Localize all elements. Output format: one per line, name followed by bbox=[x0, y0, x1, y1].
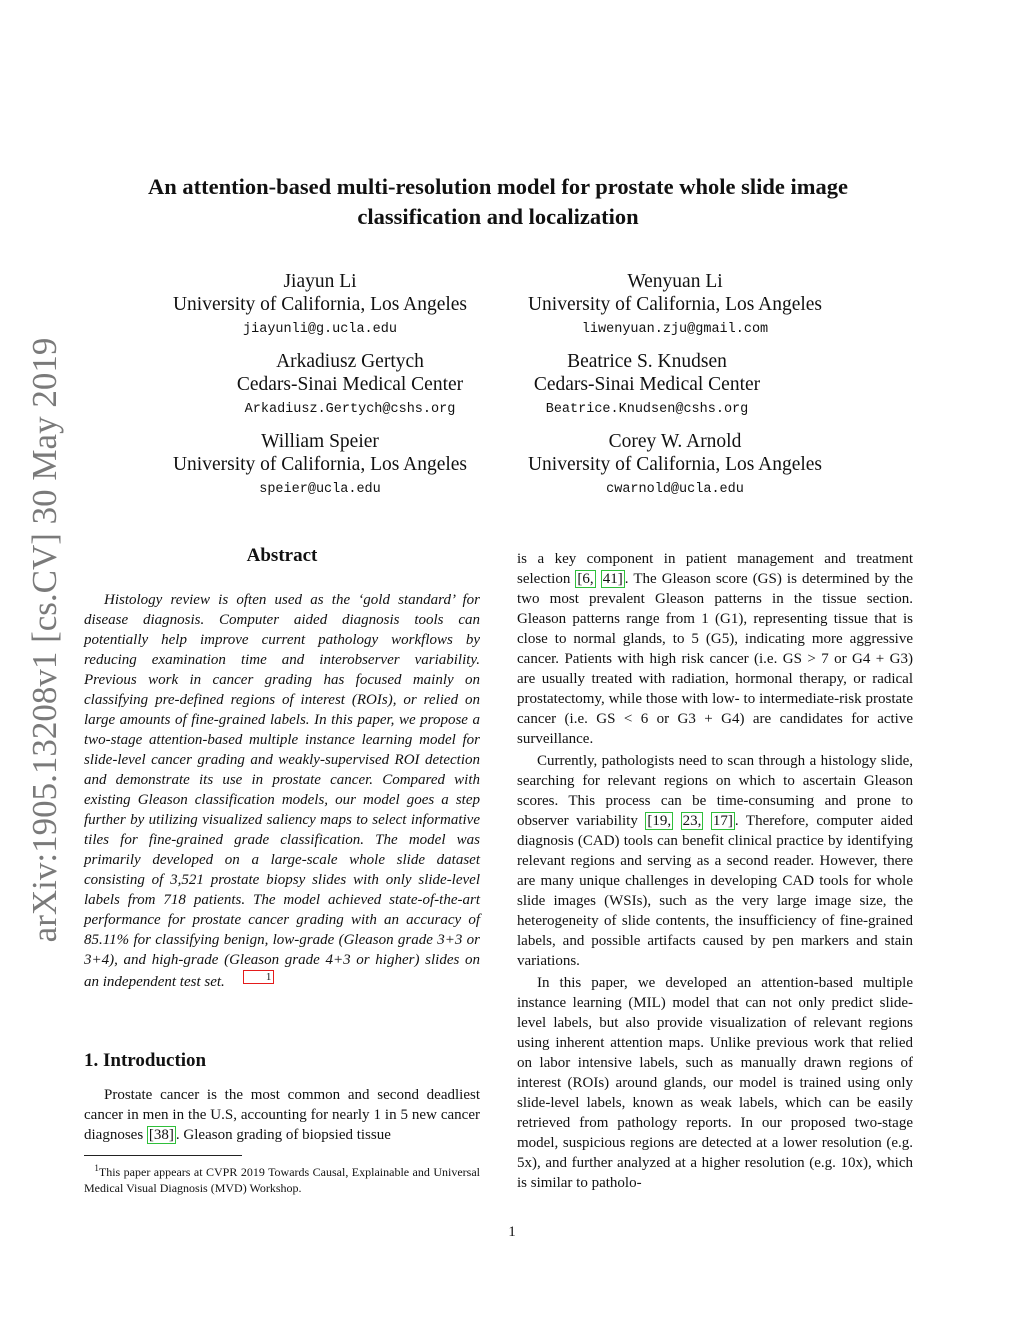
author-email[interactable]: speier@ucla.edu bbox=[259, 482, 381, 497]
author-email[interactable]: liwenyuan.zju@gmail.com bbox=[581, 322, 769, 337]
citation-link[interactable]: [19, bbox=[647, 813, 672, 829]
author-email[interactable]: jiayunli@g.ucla.edu bbox=[243, 322, 397, 337]
author-block bbox=[495, 430, 855, 501]
author-name: Arkadiusz Gertych bbox=[276, 351, 424, 372]
author-name: Wenyuan Li bbox=[627, 271, 723, 292]
author-block bbox=[140, 430, 500, 501]
intro-text: Prostate cancer is the most common and second deadliest cancer in men in the U.S, accounting for nearly 1 in 5 new cancer diagnoses bbox=[84, 1087, 480, 1143]
footnote-text: This paper appears at CVPR 2019 Towards Causal, Explainable and Universal Medical Visual Diagnosis (MVD) Workshop. bbox=[84, 1165, 480, 1195]
citation-link[interactable]: [38] bbox=[148, 1127, 174, 1143]
intro-paragraph bbox=[84, 1085, 480, 1145]
author-block bbox=[467, 350, 827, 421]
citation-link[interactable]: [6, bbox=[577, 571, 594, 587]
author-name: William Speier bbox=[261, 431, 379, 452]
author-affiliation: University of California, Los Angeles bbox=[172, 294, 468, 315]
title-line-1: An attention-based multi-resolution model for prostate whole slide image bbox=[148, 174, 848, 199]
body-paragraph bbox=[517, 751, 913, 971]
body-text: is a key component in patient management and treatment selection bbox=[517, 551, 913, 587]
right-column bbox=[517, 549, 913, 1195]
author-affiliation: University of California, Los Angeles bbox=[172, 454, 468, 475]
body-paragraph bbox=[517, 549, 913, 749]
author-block bbox=[495, 270, 855, 341]
author-email[interactable]: Beatrice.Knudsen@cshs.org bbox=[545, 402, 749, 417]
author-name: Corey W. Arnold bbox=[608, 431, 742, 452]
arxiv-id: arXiv:1905.13208v1 [cs.CV] 30 May 2019 bbox=[25, 337, 64, 943]
citation-link[interactable]: 23, bbox=[682, 813, 702, 829]
author-email[interactable]: Arkadiusz.Gertych@cshs.org bbox=[244, 402, 456, 417]
author-affiliation: Cedars-Sinai Medical Center bbox=[533, 374, 761, 395]
author-name: Beatrice S. Knudsen bbox=[567, 351, 727, 372]
section-heading: 1. Introduction bbox=[84, 1050, 207, 1071]
body-text: Currently, pathologists need to scan through a histology slide, searching for relevant regions on which to ascertain Gleason scores. This process can be time-consuming and prone to observer variability bbox=[517, 753, 913, 829]
page-number: 1 bbox=[508, 1224, 516, 1240]
abstract-text: Histology review is often used as the ‘gold standard’ for disease diagnosis. Computer aided diagnosis tools can potentially help improve current pathology workflows by reducing examination time and interobserver variability. Previous work in cancer grading has focused mainly on classifying pre-defined regions of interest (ROIs), or relied on large amounts of fine-grained labels. In this paper, we propose a two-stage attention-based multiple instance learning model for slide-level cancer grading and weakly-supervised ROI detection and demonstrate its use in prostate cancer. Compared with existing Gleason classification models, our model goes a step further by utilizing visualized saliency maps to select informative tiles for fine-grained grade classification. The model was primarily developed on a large-scale whole slide dataset consisting of 3,521 prostate biopsy slides with only slide-level labels from 718 patients. The model achieved state-of-the-art performance for prostate cancer grading with an accuracy of 85.11% for classifying benign, low-grade (Gleason grade 3+3 or 3+4), and high-grade (Gleason grade 4+3 or higher) slides on an independent test set. bbox=[84, 592, 480, 990]
citation-link[interactable]: 17] bbox=[712, 813, 733, 829]
footnote-link[interactable]: 1 bbox=[243, 970, 275, 984]
footnote-mark: 1 bbox=[94, 1163, 99, 1173]
body-paragraph: In this paper, we developed an attention-based multiple instance learning (MIL) model that can not only predict slide-level labels, but also provide visualization of relevant regions using inherent attention maps. Unlike previous work that relied on labor intensive labels, such as manually drawn regions of interest (ROIs) around glands, our model is trained using only slide-level labels, known as weak labels, which can be easily retrieved from pathology reports. In our proposed two-stage model, suspicious regions are detected at a lower resolution (e.g. 5x), and further analyzed at a higher resolution (e.g. 10x), which is similar to patholo- bbox=[517, 975, 913, 1191]
abstract-body bbox=[84, 590, 480, 992]
paper-title bbox=[100, 172, 896, 232]
footnote bbox=[84, 1160, 480, 1196]
author-affiliation: University of California, Los Angeles bbox=[527, 454, 823, 475]
author-block bbox=[140, 270, 500, 341]
citation-link[interactable]: 41] bbox=[602, 571, 623, 587]
author-affiliation: Cedars-Sinai Medical Center bbox=[236, 374, 464, 395]
body-text: . The Gleason score (GS) is determined by the two most prevalent Gleason patterns in the tissue section. Gleason patterns range from 1 (G1), representing tissue that is close to normal glands, to 5 (G5), indicating more aggressive cancer. Patients with high risk cancer (i.e. GS > 7 or G4 + G3) are usually treated with radiation, hormonal therapy, or radical prostatectomy, while those with low- to intermediate-risk prostate cancer (i.e. GS < 6 or G3 + G4) are candidates for active surveillance. bbox=[517, 571, 913, 747]
body-text: . Therefore, computer aided diagnosis (CAD) tools can benefit clinical practice by identifying relevant regions and serving as a second reader. However, there are many unique challenges in developing CAD tools for whole slide images (WSIs), such as the very large image size, the heterogeneity of slide contents, the insufficiency of fine-grained labels, and possible artifacts caused by pen markers and stain variations. bbox=[517, 813, 913, 969]
footnote-divider bbox=[84, 1155, 242, 1156]
arxiv-stamp bbox=[20, 337, 70, 943]
author-email[interactable]: cwarnold@ucla.edu bbox=[606, 482, 744, 497]
author-name: Jiayun Li bbox=[283, 271, 357, 292]
abstract-heading: Abstract bbox=[246, 545, 318, 566]
intro-text: . Gleason grading of biopsied tissue bbox=[175, 1127, 391, 1143]
author-affiliation: University of California, Los Angeles bbox=[527, 294, 823, 315]
title-line-2: classification and localization bbox=[357, 204, 639, 229]
